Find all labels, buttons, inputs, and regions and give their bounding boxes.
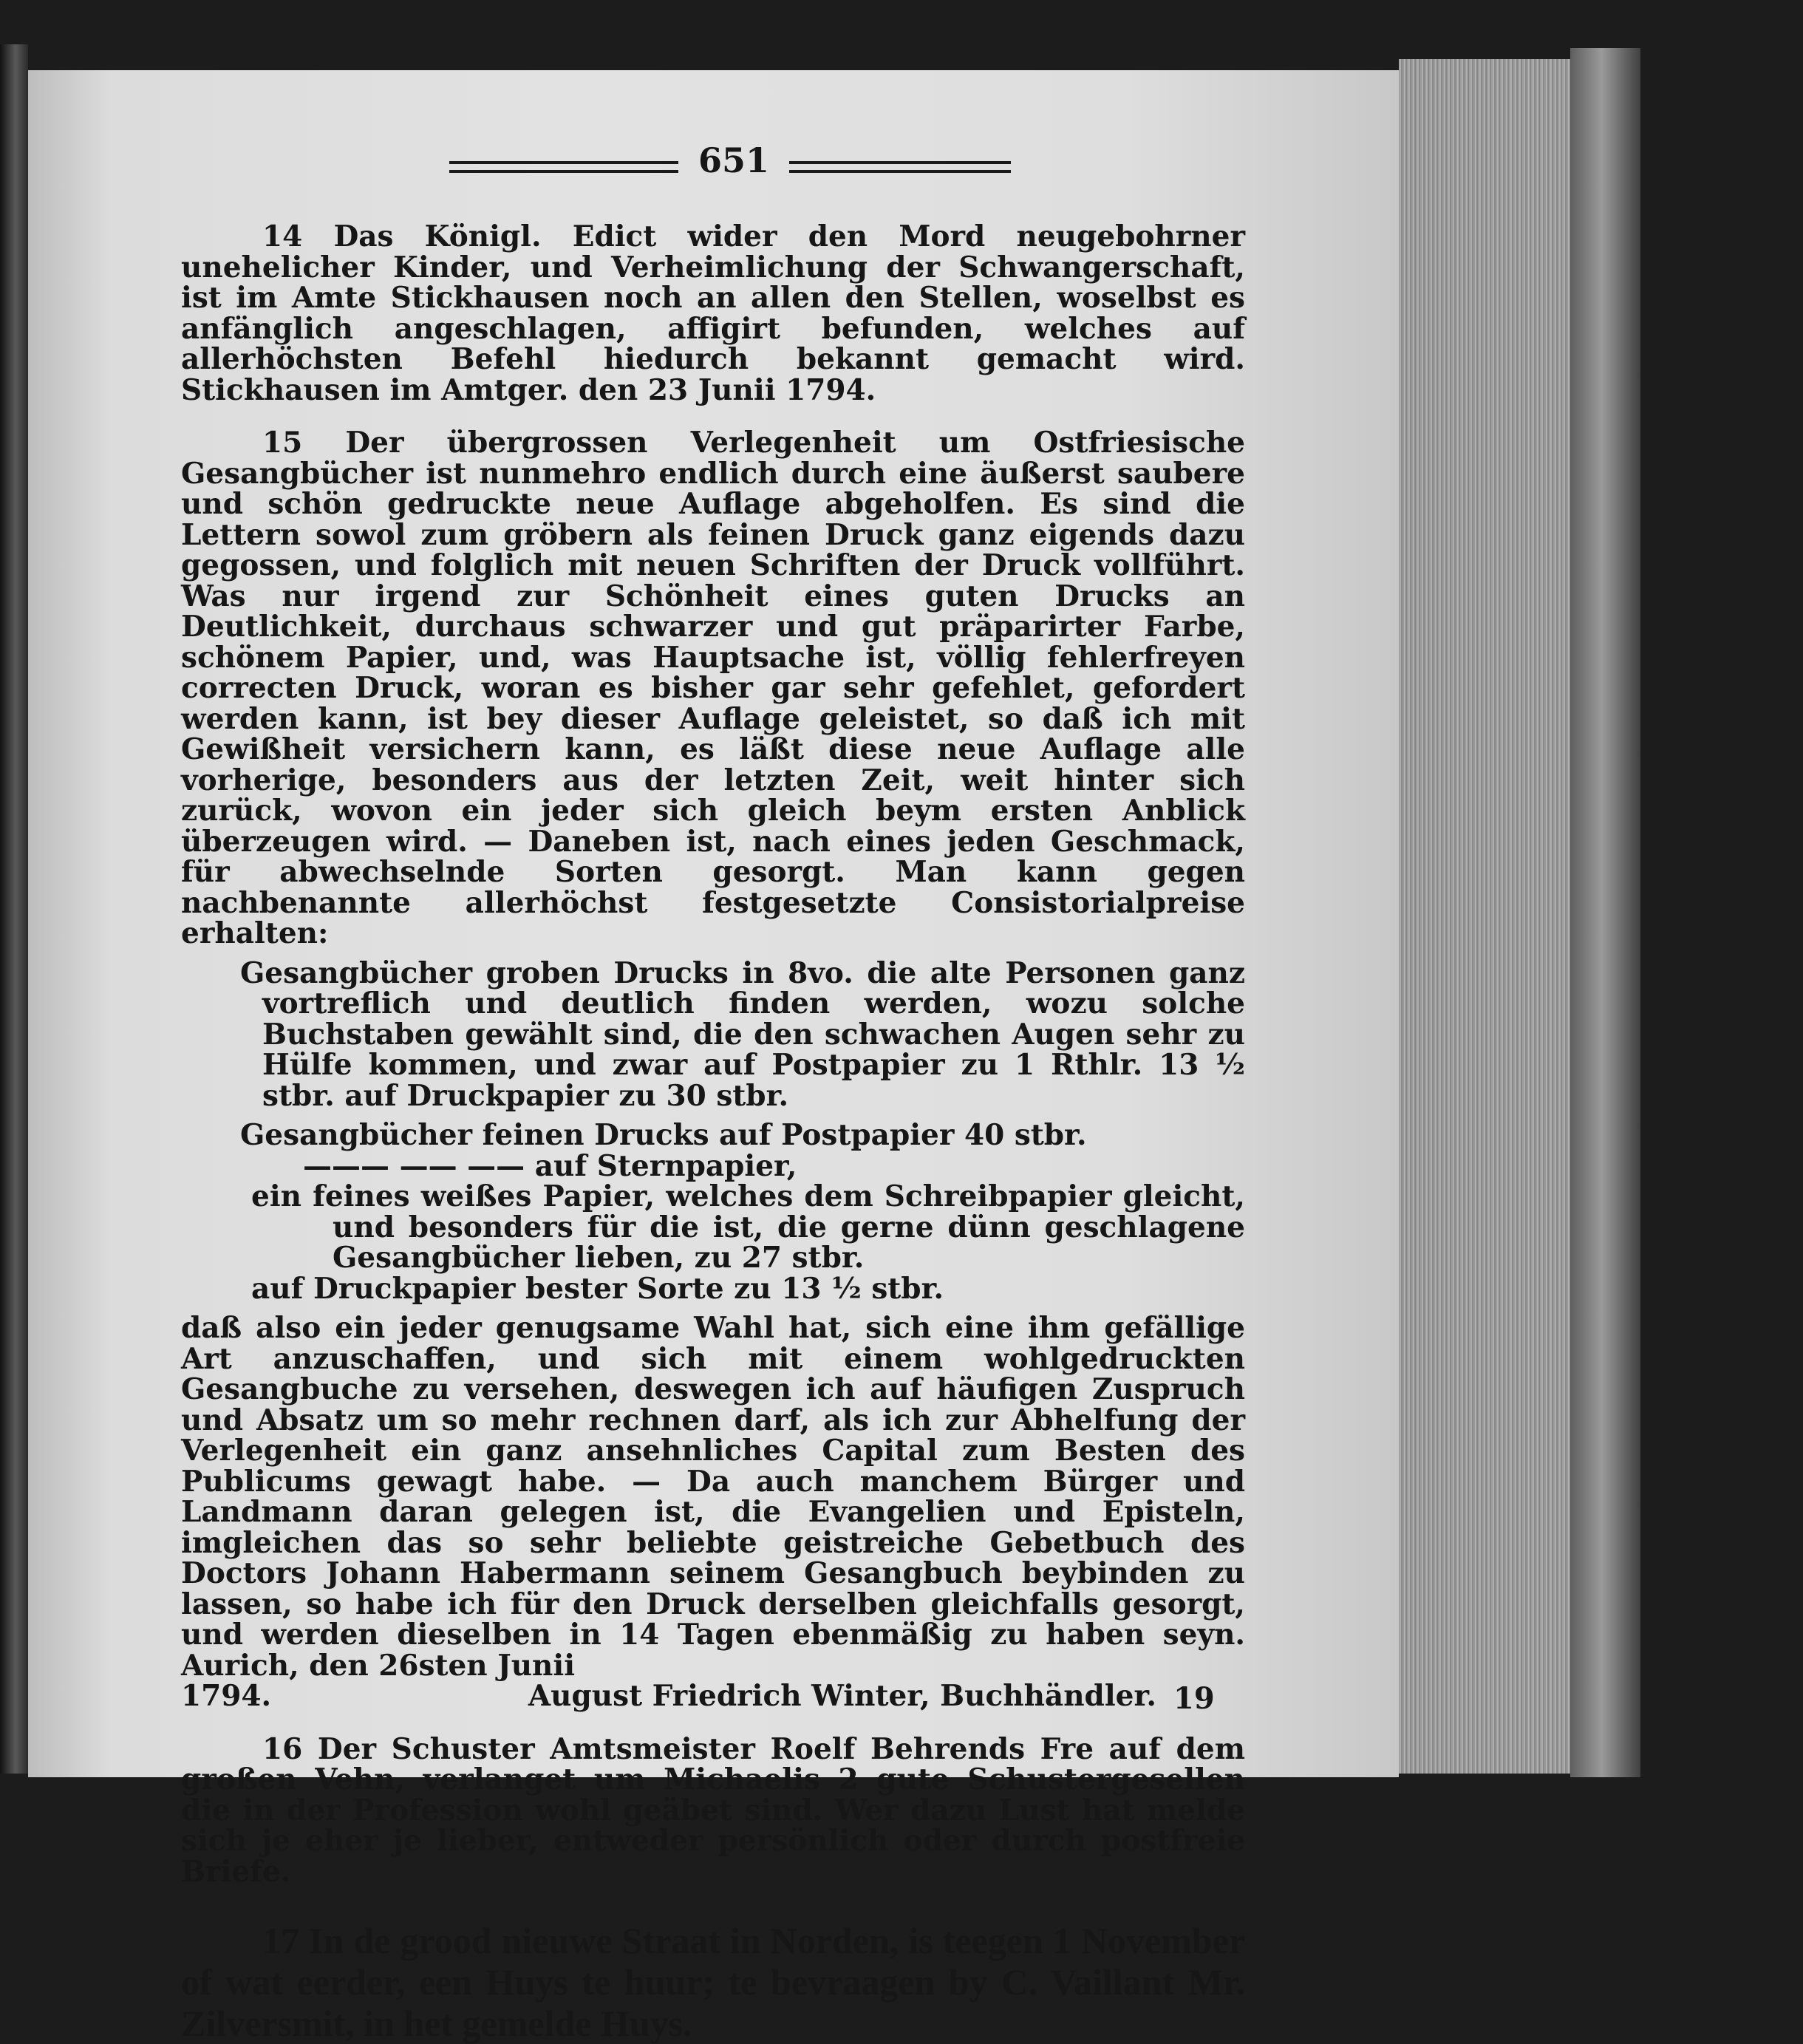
- notice-15-year: 1794.: [181, 1679, 272, 1713]
- book-cover-edge: [1570, 48, 1640, 1777]
- price-item-star-paper: [181, 1148, 1245, 1183]
- page-number: 651: [698, 140, 770, 180]
- notice-14: 14 Das Königl. Edict wider den Mord neugebohrner unehelicher Kinder, und Verheimlichung der Schwangerschaft, ist im Amte Stickhausen noch an allen den Stellen, woselbst es anfänglich angeschlagen, affigirt befunden, welches auf allerhöchsten Befehl hiedurch bekannt gemacht wird. Stickhausen im Amtger. den 23 Junii 1794.: [181, 219, 1245, 407]
- price-item-fine-print: Gesangbücher feinen Drucks auf Postpapier 40 stbr.: [240, 1118, 1087, 1152]
- catchword: 19: [1173, 1681, 1215, 1716]
- signature: August Friedrich Winter, Buchhändler.: [528, 1679, 1156, 1713]
- header-rule-right: [789, 161, 1011, 173]
- ditto-dashes: ——— —— ——: [303, 1148, 525, 1183]
- price-item-print-paper: auf Druckpapier bester Sorte zu 13 ½ stbr.: [251, 1271, 944, 1306]
- book-page: [28, 70, 1399, 2044]
- star-paper-description: ein feines weißes Papier, welches dem Schreibpapier gleicht, und besonders für die ist, die gerne dünn geschlagene Gesangbücher lieben, zu 27 stbr.: [251, 1179, 1245, 1275]
- left-page-edge: [0, 44, 28, 1774]
- text-column: [181, 219, 1245, 2044]
- star-paper-label: auf Sternpapier,: [534, 1148, 797, 1183]
- notice-16: 16 Der Schuster Amtsmeister Roelf Behrends Fre auf dem großen Vehn, verlanget um Michaelis 2 gute Schustergesellen die in der Profession wohl geäbet sind. Wer dazu Lust hat melde sich je eher je lieber, entweder persönlich oder durch postfreie Briefe.: [181, 1731, 1245, 1889]
- notice-15-outro: daß also ein jeder genugsame Wahl hat, sich eine ihm gefällige Art anzuschaffen, und sich mit einem wohlgedruckten Gesangbuche zu versehen, deswegen ich auf häufigen Zuspruch und Absatz um so mehr rechnen darf, als ich zur Abhelfung der Verlegenheit ein ganz ansehnliches Capital zum Besten des Publicums gewagt habe. — Da auch manchem Bürger und Landmann daran gelegen ist, die Evangelien und Episteln, imgleichen das so sehr beliebte geistreiche Gebetbuch des Doctors Johann Habermann seinem Gesangbuch beybinden zu lassen, so habe ich für den Druck derselben gleichfalls gesorgt, und werden dieselben in 14 Tagen ebenmäßig zu haben seyn. Aurich, den 26sten Junii: [181, 1311, 1245, 1683]
- book-page-edges: [1399, 59, 1570, 1774]
- signature-line: [181, 1681, 1245, 1712]
- header-rule-left: [449, 161, 678, 173]
- notice-15-intro: 15 Der übergrossen Verlegenheit um Ostfriesische Gesangbücher ist nunmehro endlich durch eine äußerst saubere und schön gedruckte neue Auflage abgeholfen. Es sind die Lettern sowol zum gröbern als feinen Druck ganz eigends dazu gegossen, und folglich mit neuen Schriften der Druck vollführt. Was nur irgend zur Schönheit eines guten Drucks an Deutlichkeit, durchaus schwarzer und gut präparirter Farbe, schönem Papier, und, was Hauptsache ist, völlig fehlerfreyen correcten Druck, woran es bisher gar sehr gefehlet, gefordert werden kann, ist bey dieser Auflage geleistet, so daß ich mit Gewißheit versichern kann, es läßt diese neue Auflage alle vorherige, besonders aus der letzten Zeit, weit hinter sich zurück, wovon ein jeder sich gleich beym ersten Anblick überzeugen wird. — Daneben ist, nach eines jeden Geschmack, für abwechselnde Sorten gesorgt. Man kann gegen nachbenannte allerhöchst festgesetzte Consistorialpreise erhalten:: [181, 426, 1245, 950]
- page-header: [427, 140, 1011, 192]
- notice-15: [181, 428, 1245, 1712]
- notice-17: 17 In de grood nieuwe Straat in Norden, is teegen 1 November of wat eerder, een Huys te huur; te bevraagen by C. Vaillant Mr. Zilversmit, in het gemelde Huys.: [181, 1920, 1245, 2044]
- price-item-coarse-print: Gesangbücher groben Drucks in 8vo. die alte Personen ganz vortreflich und deutlich finden werden, wozu solche Buchstaben gewählt sind, die den schwachen Augen sehr zu Hülfe kommen, und zwar auf Postpapier zu 1 Rthlr. 13 ½ stbr. auf Druckpapier zu 30 stbr.: [240, 955, 1245, 1113]
